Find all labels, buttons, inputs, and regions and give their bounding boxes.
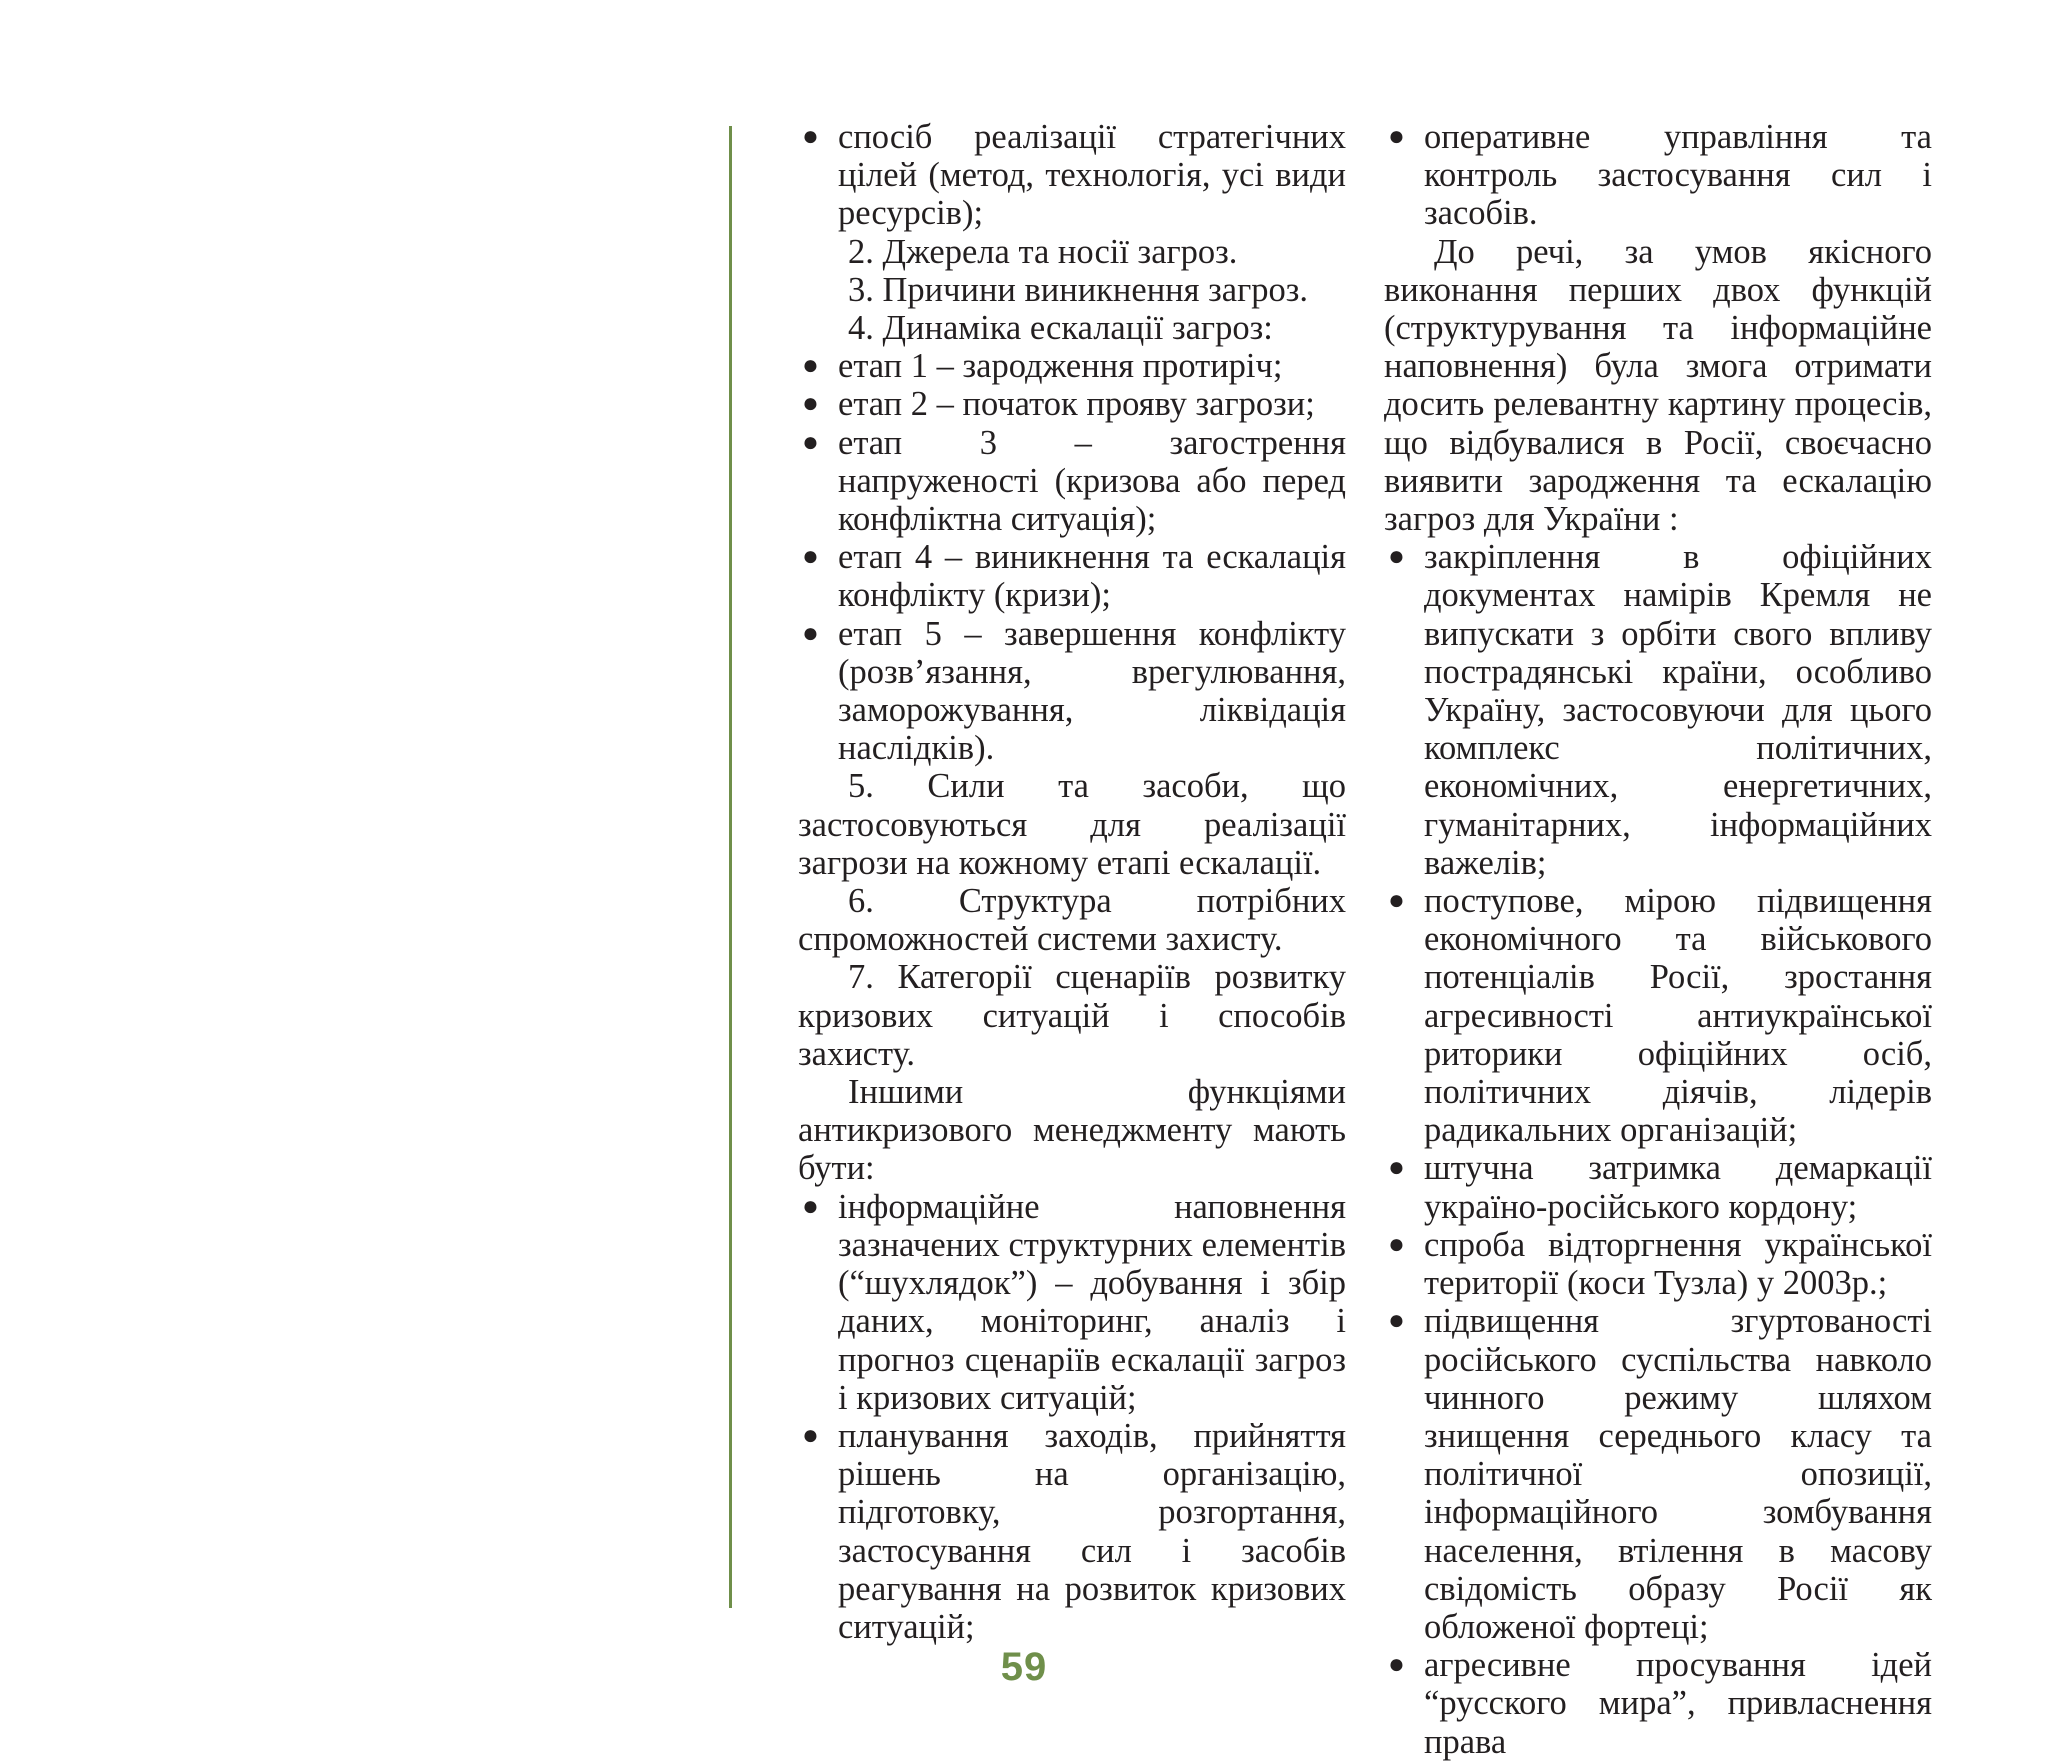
list-item: ● закріплення в офіційних документах намірів Кремля не випускати з орбіти свого впливу пострадянські країни, особливо Україну, застосовуючи для цього комплекс політичних, економічних, енергетичних, гуманітарних, інформаційних важелів; [1388,538,1932,882]
bullet-icon: ● [802,350,819,382]
margin-rule [729,126,732,1608]
bullet-icon: ● [802,541,819,573]
list-item: ● етап 5 – завершення конфлікту (розв’язання, врегулювання, заморожування, ліквідація наслідків). [802,614,1346,768]
bullet-icon: ● [802,1419,819,1451]
list-item: ● агресивне просування ідей “русского мира”, привласнення права [1388,1646,1932,1761]
list-item: ● інформаційне наповнення зазначених структурних елементів (“шухлядок”) – добування і збір даних, моніторинг, аналіз і прогноз сценаріїв ескалації загроз і кризових ситуацій; [802,1187,1346,1417]
bullet-icon: ● [802,426,819,458]
left-column [798,118,1346,1646]
right-column [1384,118,1932,1761]
list-item: ● штучна затримка демаркації україно-російського кордону; [1388,1149,1932,1226]
list-item: ● оперативне управління та контроль застосування сил і засобів. [1388,118,1932,233]
list-item: ● планування заходів, прийняття рішень на організацію, підготовку, розгортання, застосування сил і засобів реагування на розвиток кризових ситуацій; [802,1416,1346,1646]
paragraph: 3. Причини виникнення загроз. [848,270,1308,309]
list-item: ● спосіб реалізації стратегічних цілей (метод, технологія, усі види ресурсів); [802,118,1346,233]
page-number: 59 [1000,1645,1048,1689]
paragraph: До речі, за умов якісного виконання перших двох функцій (структурування та інформаційне наповнення) була змога отримати досить релевантну картину процесів, що відбувалися в Росії, своєчасно виявити зародження та ескалацію загроз для України : [1384,232,1932,539]
paragraph: 4. Динаміка ескалації загроз: [848,309,1273,348]
bullet-icon: ● [1388,1305,1405,1337]
list-item: ● етап 2 – початок прояву загрози; [802,385,1315,424]
bullet-icon: ● [1388,1649,1405,1681]
bullet-icon: ● [1388,1152,1405,1184]
bullet-icon: ● [802,1190,819,1222]
paragraph: 6. Структура потрібних спроможностей системи захисту. [798,882,1346,959]
list-item: ● етап 3 – загострення напруженості (кризова або перед конфліктна ситуація); [802,423,1346,539]
list-item: ● етап 4 – виникнення та ескалація конфлікту (кризи); [802,538,1346,615]
paragraph: 7. Категорії сценаріїв розвитку кризових ситуацій і способів захисту. [798,958,1346,1073]
bullet-icon: ● [802,388,819,420]
bullet-icon: ● [1388,1228,1405,1260]
bullet-icon: ● [1388,541,1405,573]
bullet-icon: ● [1388,121,1405,152]
list-item: ● підвищення згуртованості російського суспільства навколо чинного режиму шляхом знищення середнього класу та політичної опозиції, інформаційного зомбування населення, втілення в масову свідомість образу Росії як обложеної фортеці; [1388,1302,1932,1646]
list-item: ● етап 1 – зародження протиріч; [802,347,1283,386]
bullet-icon: ● [802,617,819,649]
list-item: ● спроба відторгнення української території (коси Тузла) у 2003р.; [1388,1225,1932,1303]
paragraph: Іншими функціями антикризового менеджменту мають бути: [798,1073,1346,1188]
bullet-icon: ● [802,121,819,152]
paragraph: 2. Джерела та носії загроз. [848,232,1238,271]
bullet-icon: ● [1388,885,1405,917]
list-item: ● поступове, мірою підвищення економічного та військового потенціалів Росії, зростання агресивності антиукраїнської риторики офіційних осіб, політичних діячів, лідерів радикальних організацій; [1388,882,1932,1150]
paragraph: 5. Сили та засоби, що застосовуються для реалізації загрози на кожному етапі ескалації. [798,767,1346,882]
